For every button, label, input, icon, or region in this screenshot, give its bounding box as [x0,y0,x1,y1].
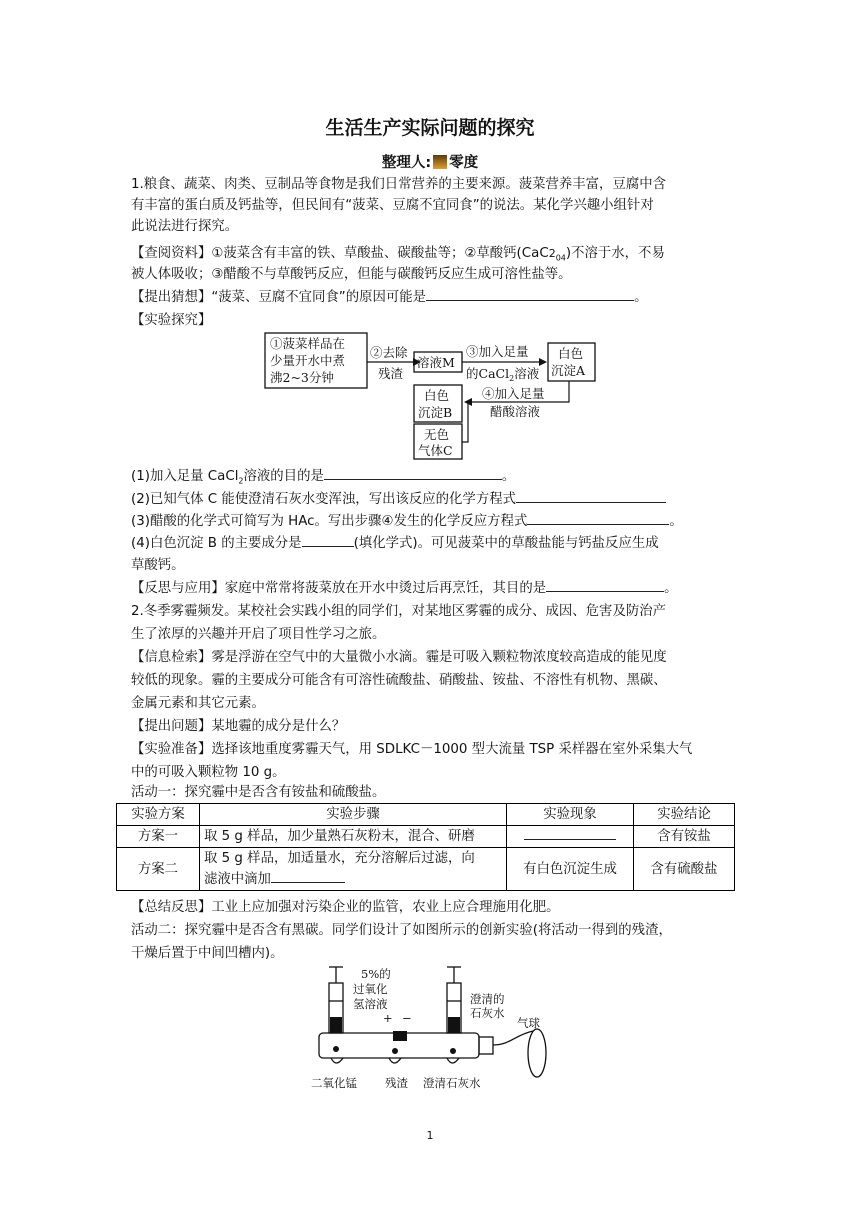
header-steps: 实验步骤 [200,804,507,826]
sub2-text: (2)已知气体 C 能使澄清石灰水变浑浊，写出该反应的化学方程式 [131,492,516,507]
guess-answer-blank[interactable] [426,287,634,301]
step3-line1: ③加入足量 [466,344,529,359]
limewater-label-line1: 澄清的 [470,992,505,1006]
plan2-steps-text: 滤液中滴加 [204,872,271,887]
sub4-text-a: (4)白色沉淀 B 的主要成分是 [131,536,302,551]
plan2-steps-line2 [204,869,502,890]
sub1-text-b: 溶液的目的是 [243,469,324,484]
q2-line2: 生了浓厚的兴趣并开启了项目性学习之旅。 [131,627,386,642]
box4-line1: 白色 [424,388,450,403]
q1-reflect: 【反思与应用】家庭中常常将菠菜放在开水中烫过后再烹饪，其目的是 。 [131,578,731,599]
q1-sub4 [131,533,731,554]
ref-text-b: )不溶于水，不易 [565,246,665,261]
reflect-text: 【反思与应用】家庭中常常将菠菜放在开水中烫过后再烹饪，其目的是 [131,581,547,596]
header-phenomenon: 实验现象 [507,804,634,826]
guess-text: 【提出猜想】“菠菜、豆腐不宜同食”的原因可能是 [131,290,427,305]
step2-line2: 残渣 [378,366,404,381]
plan1-cell: 方案一 [117,826,200,848]
ref-text-a: 【查阅资料】①菠菜含有丰富的铁、草酸盐、碳酸盐等；②草酸钙(CaC [131,246,549,261]
electrode-plus: + [383,1011,393,1025]
header-conclusion: 实验结论 [634,804,735,826]
q2-activity2-line1: 活动二：探究霾中是否含有黑碳。同学们设计了如图所示的创新实验(将活动一得到的残渣， [131,923,672,938]
step4-line2: 醋酸溶液 [490,404,541,419]
q1-sub2 [131,489,731,510]
q1-line2: 有丰富的蛋白质及钙盐等，但民间有“菠菜、豆腐不宜同食”的说法。某化学兴趣小组针对 [131,198,654,213]
plan1-phenomenon-cell [507,826,634,848]
q2-activity1: 活动一：探究霾中是否含有铵盐和硫酸盐。 [131,785,386,800]
box5-line2: 气体C [418,443,453,458]
box2-text: 溶液M [417,355,455,370]
table-header-row [117,804,735,826]
plan2-conclusion-cell: 含有硫酸盐 [634,848,735,891]
sub1-text-a: (1)加入足量 CaCl [131,469,239,484]
reagent-answer-blank[interactable] [271,869,345,883]
q1-sub4-cont: 草酸钙。 [131,558,185,573]
q1-line3: 此说法进行探究。 [131,219,239,234]
sub3-text: (3)醋酸的化学式可简写为 HAc。写出步骤④发生的化学反应方程式 [131,514,528,529]
bottom-label-limewater: 澄清石灰水 [423,1076,481,1090]
step2-line1: ②去除 [370,345,408,360]
q2-info1: 【信息检索】雾是浮游在空气中的大量微小水滴。霾是可吸入颗粒物浓度较高造成的能见度 [131,650,667,665]
page-number: 1 [426,1129,434,1142]
q1-sub1: (1)加入足量 CaCl$_2$溶液的目的是 。 [131,466,731,492]
plan2-steps-cell [200,848,507,891]
q2-info3: 金属元素和其它元素。 [131,696,265,711]
q1-reference-line1: 【查阅资料】①菠菜含有丰富的铁、草酸盐、碳酸盐等；②草酸钙$(CaC2_{04})$不溶于水，不易 [131,246,665,263]
q1-reference-line2: 被人体吸收；③醋酸不与草酸钙反应，但能与碳酸钙反应生成可溶性盐等。 [131,267,572,282]
h2o2-label-line1: 5%的 [361,967,391,981]
author-name: 零度 [449,155,479,171]
q2-question: 【提出问题】某地霾的成分是什么？ [131,719,346,734]
box3-line1: 白色 [558,346,584,361]
box4-line2: 沉淀B [418,405,453,420]
sub2-answer-blank[interactable] [516,489,666,503]
balloon-label: 气球 [517,1016,540,1030]
experiment-table [116,803,735,891]
box1-line3: 沸2~3分钟 [270,370,334,385]
author-line [0,151,860,172]
header-plan: 实验方案 [117,804,200,826]
apparatus-figure [305,965,555,1095]
limewater-label-line2: 石灰水 [470,1006,505,1020]
q2-prep2: 中的可吸入颗粒物 10 g。 [131,765,286,780]
bottom-label-mno2: 二氧化锰 [311,1076,357,1090]
phenomenon-answer-blank[interactable] [524,826,616,840]
svg-text:的CaCl2溶液: 的CaCl$_2$溶液 [466,366,540,383]
reflect-answer-blank[interactable] [546,578,664,592]
plan1-conclusion-cell: 含有铵盐 [634,826,735,848]
plan2-cell: 方案二 [117,848,200,891]
sub1-answer-blank[interactable] [324,466,502,480]
step3-line2b: 溶液 [514,366,540,381]
plan2-steps-line1: 取 5 g 样品，加适量水，充分溶解后过滤，向 [204,851,475,866]
h2o2-label-line2: 过氧化 [353,982,388,996]
box3-line2: 沉淀A [551,363,586,378]
table-row [117,848,735,891]
electrode-minus: − [402,1011,412,1025]
author-logo-icon [433,155,447,169]
q2-prep1: 【实验准备】选择该地重度雾霾天气，用 SDLKC－1000 型大流量 TSP 采样器在室外采集大气 [131,742,693,757]
box5-line1: 无色 [424,427,450,442]
box1-line1: ①菠菜样品在 [270,336,346,351]
q2-info2: 较低的现象。霾的主要成分可能含有可溶性硫酸盐、硝酸盐、铵盐、不溶性有机物、黑碳、 [131,673,667,688]
bottom-label-residue: 残渣 [385,1076,408,1090]
flow-diagram [258,330,608,460]
plan1-steps-cell: 取 5 g 样品，加少量熟石灰粉末，混合、研磨 [200,826,507,848]
table-row [117,826,735,848]
plan2-phenomenon-cell: 有白色沉淀生成 [507,848,634,891]
q2-activity2-line2: 干燥后置于中间凹槽内)。 [131,946,284,961]
sub3-answer-blank[interactable] [527,511,669,525]
q1-explore-heading: 【实验探究】 [131,313,212,328]
step4-line1: ④加入足量 [482,386,545,401]
sub4-text-b: (填化学式)。可见菠菜中的草酸盐能与钙盐反应生成 [353,536,659,551]
step3-line2: 的CaCl [466,366,510,381]
sub4-answer-blank[interactable] [302,533,354,547]
q1-line1: 1.粮食、蔬菜、肉类、豆制品等食物是我们日常营养的主要来源。菠菜营养丰富，豆腐中含 [131,177,667,192]
q1-guess: 【提出猜想】“菠菜、豆腐不宜同食”的原因可能是 。 [131,287,731,308]
h2o2-label-line3: 氢溶液 [353,997,388,1011]
q1-sub3: (3)醋酸的化学式可简写为 HAc。写出步骤④发生的化学反应方程式 。 [131,511,731,532]
box1-line2: 少量开水中煮 [270,353,346,368]
q2-summary: 【总结反思】工业上应加强对污染企业的监管，农业上应合理施用化肥。 [131,900,560,915]
author-label: 整理人: [381,155,432,171]
q2-line1: 2.冬季雾霾频发。某校社会实践小组的同学们，对某地区雾霾的成分、成因、危害及防治产 [131,604,667,619]
page-title: 生活生产实际问题的探究 [325,117,535,139]
